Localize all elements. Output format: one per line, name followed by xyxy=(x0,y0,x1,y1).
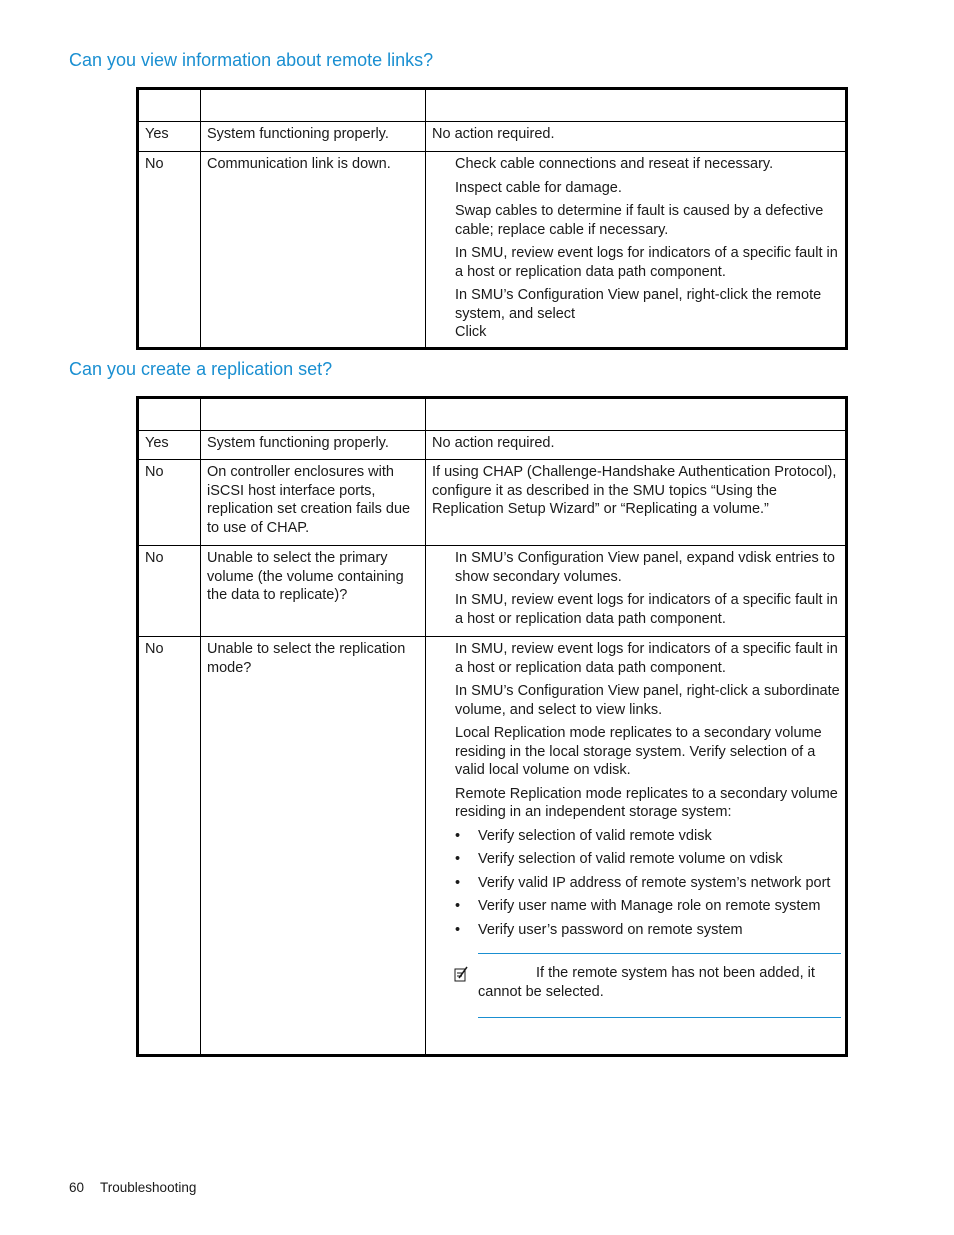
list-item-text: Verify user name with Manage role on remote system xyxy=(478,898,821,914)
table-header-row xyxy=(139,399,845,430)
cause-cell: Unable to select the primary volume (the volume containing the data to replicate)? xyxy=(201,546,426,636)
cause-cell: System functioning properly. xyxy=(201,431,426,459)
action-cell: No action required. xyxy=(432,126,555,142)
bullet-icon: • xyxy=(455,898,461,914)
action-step: In SMU, review event logs for indicators of a specific fault in a host or replication data path component. xyxy=(455,592,838,627)
header-cell xyxy=(139,90,201,121)
list-item-text: Verify selection of valid remote volume on vdisk xyxy=(478,851,783,867)
section-heading-replication-set: Can you create a replication set? xyxy=(69,359,333,379)
list-item-text: Verify selection of valid remote vdisk xyxy=(478,827,712,844)
list-item xyxy=(455,897,841,916)
answer-cell: Yes xyxy=(139,122,201,151)
table-row xyxy=(139,121,845,151)
verification-list xyxy=(455,827,841,940)
table-row xyxy=(139,459,845,545)
note-box xyxy=(478,953,841,1018)
action-step: In SMU, review event logs for indicators of a specific fault in a host or replication data path component. xyxy=(455,245,838,280)
note-text: If the remote system has not been added, it cannot be selected. xyxy=(478,965,815,1000)
table-row xyxy=(139,545,845,636)
action-step: In SMU’s Configuration View panel, right-click the remote system, and select xyxy=(455,287,822,322)
page-footer xyxy=(69,1180,212,1195)
cause-cell: Unable to select the replication mode? xyxy=(201,637,426,1054)
bullet-icon: • xyxy=(455,827,461,844)
action-step: Local Replication mode replicates to a secondary volume residing in the local storage system. Verify selection of a valid local volume on vdisk. xyxy=(455,725,822,778)
action-step: Swap cables to determine if fault is caused by a defective cable; replace cable if necessary. xyxy=(455,203,824,238)
answer-cell: Yes xyxy=(139,431,201,459)
answer-cell: No xyxy=(139,546,201,636)
answer-cell: No xyxy=(139,152,201,347)
bullet-icon: • xyxy=(455,851,461,867)
list-item xyxy=(455,874,841,893)
cause-cell: On controller enclosures with iSCSI host interface ports, replication set creation fails due to use of CHAP. xyxy=(201,460,426,545)
header-cell xyxy=(426,90,845,121)
bullet-icon: • xyxy=(455,921,461,938)
action-step: Click xyxy=(455,324,487,340)
header-cell xyxy=(139,399,201,430)
cause-cell: System functioning properly. xyxy=(201,122,426,151)
list-item xyxy=(455,921,841,940)
list-item-text: Verify valid IP address of remote system’s network port xyxy=(478,874,831,891)
action-step: Inspect cable for damage. xyxy=(455,179,622,196)
action-step: Remote Replication mode replicates to a secondary volume residing in an independent storage system: xyxy=(455,785,838,820)
action-step: In SMU’s Configuration View panel, expand vdisk entries to show secondary volumes. xyxy=(455,550,835,585)
list-item-text: Verify user’s password on remote system xyxy=(478,921,743,938)
table-row xyxy=(139,430,845,459)
bullet-icon: • xyxy=(455,874,461,891)
action-step: In SMU, review event logs for indicators of a specific fault in a host or replication data path component. xyxy=(455,641,838,676)
action-cell: No action required. xyxy=(432,435,555,451)
list-item xyxy=(455,827,841,846)
header-cell xyxy=(201,90,426,121)
header-cell xyxy=(201,399,426,430)
action-cell: If using CHAP (Challenge-Handshake Authentication Protocol), configure it as described in the SMU topics “Using the Replication Setup Wizard” or “Replicating a volume.” xyxy=(432,464,837,517)
replication-set-table xyxy=(136,396,848,1057)
list-item xyxy=(455,850,841,869)
action-cell xyxy=(426,152,845,347)
action-step: In SMU’s Configuration View panel, right-click a subordinate volume, and select to view links. xyxy=(455,683,840,718)
header-cell xyxy=(426,399,845,430)
answer-cell: No xyxy=(139,637,201,1054)
table-row xyxy=(139,636,845,1054)
cause-cell: Communication link is down. xyxy=(201,152,426,347)
section-heading-remote-links: Can you view information about remote links? xyxy=(69,50,434,70)
table-header-row xyxy=(139,90,845,121)
answer-cell: No xyxy=(139,460,201,545)
footer-section-title: Troubleshooting xyxy=(100,1180,197,1195)
action-step: Check cable connections and reseat if necessary. xyxy=(455,156,774,172)
action-cell xyxy=(426,637,845,1054)
remote-links-table xyxy=(136,87,848,350)
note-pencil-icon xyxy=(454,966,468,982)
page-number: 60 xyxy=(69,1180,85,1195)
table-row xyxy=(139,151,845,347)
action-cell xyxy=(426,546,845,636)
